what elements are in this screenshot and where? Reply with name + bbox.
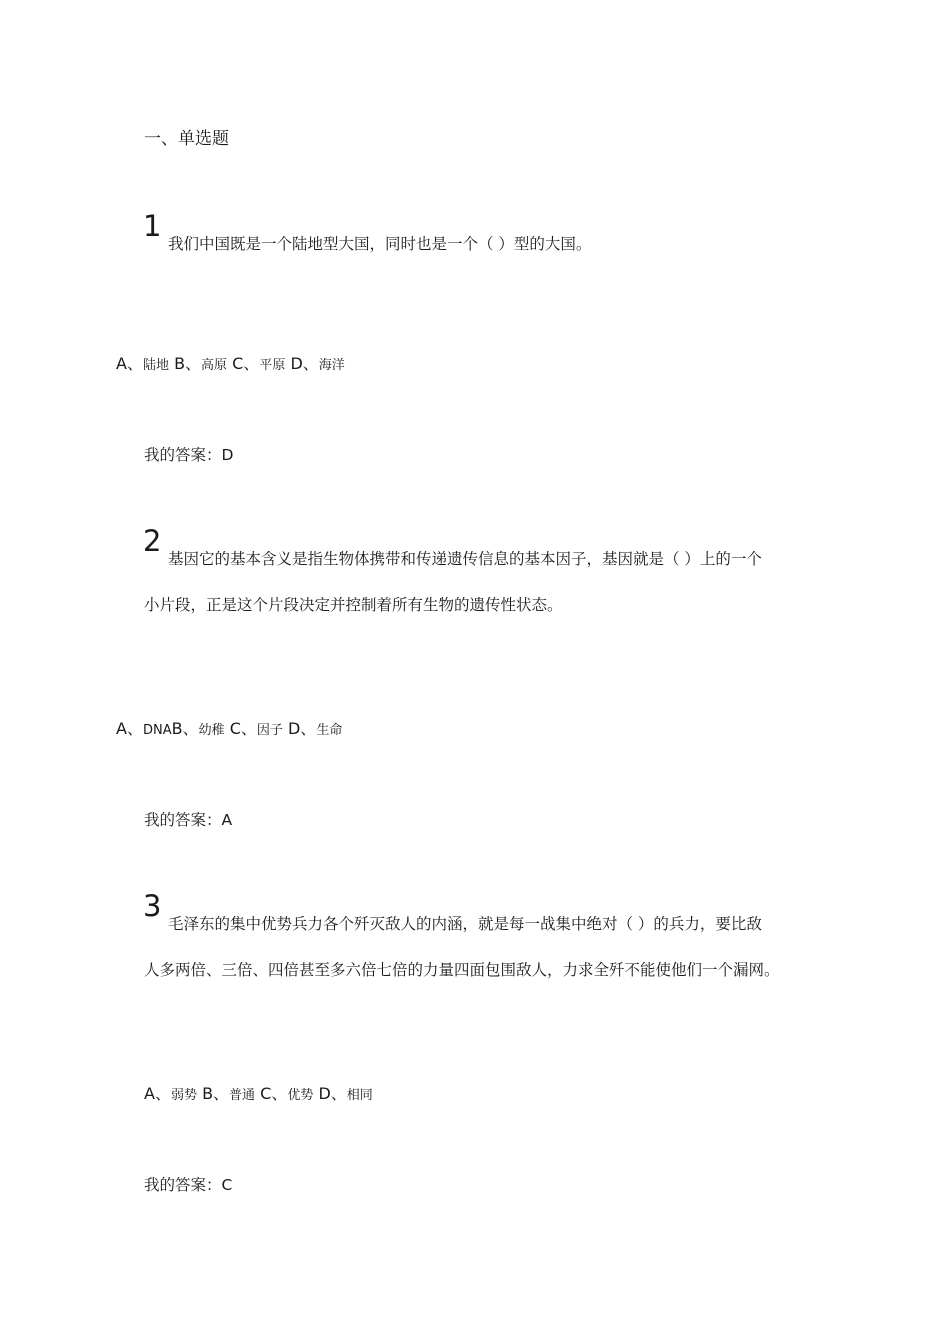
option-letter: B、: [202, 1084, 230, 1103]
option-text: 高原: [201, 358, 228, 373]
option-letter: D、: [318, 1084, 347, 1103]
options-row: [116, 716, 342, 739]
option-text: 相同: [346, 1088, 373, 1103]
question-text-line: 毛泽东的集中优势兵力各个歼灭敌人的内涵，就是每一战集中绝对（ ）的兵力，要比敌: [168, 915, 762, 933]
option-text: 优势: [287, 1088, 314, 1103]
option-text: 因子: [256, 723, 283, 738]
option-letter: B、: [174, 354, 202, 373]
option-text: 生命: [316, 723, 343, 738]
option-letter: A、: [144, 1084, 171, 1103]
answer-value: A: [221, 811, 233, 829]
option-letter: C、: [260, 1084, 288, 1103]
option-text: 平原: [259, 358, 286, 373]
answer-label: 我的答案：: [144, 811, 222, 829]
option-letter: A、: [116, 719, 143, 738]
answer-value: D: [221, 446, 234, 464]
my-answer: [144, 808, 232, 830]
option-letter: D、: [287, 719, 317, 738]
my-answer: [144, 443, 233, 465]
option-text: 弱势: [170, 1088, 197, 1103]
option-text: 幼稚: [198, 723, 225, 738]
question-text-line: 我们中国既是一个陆地型大国，同时也是一个（ ）型的大国。: [168, 235, 592, 253]
option-text: DNA: [142, 723, 172, 738]
question-text-line: 基因它的基本含义是指生物体携带和传递遗传信息的基本因子，基因就是（ ）上的一个: [168, 550, 762, 568]
section-title: 一、单选题: [144, 129, 229, 149]
option-text: 普通: [229, 1088, 256, 1103]
question-text-line: 小片段，正是这个片段决定并控制着所有生物的遗传性状态。: [144, 596, 563, 614]
answer-value: C: [221, 1176, 233, 1194]
question-number: 2: [143, 524, 162, 558]
options-row: [144, 1081, 373, 1104]
answer-label: 我的答案：: [144, 1176, 222, 1194]
option-letter: A、: [116, 354, 143, 373]
question-number: 1: [143, 209, 162, 243]
option-letter: C、: [232, 354, 260, 373]
option-letter: D、: [290, 354, 319, 373]
question-number: 3: [143, 889, 162, 923]
answer-label: 我的答案：: [144, 446, 222, 464]
option-text: 陆地: [142, 358, 169, 373]
options-row: [116, 351, 345, 374]
option-text: 海洋: [318, 358, 345, 373]
my-answer: [144, 1173, 232, 1195]
option-letter: C、: [229, 719, 257, 738]
question-text-line: 人多两倍、三倍、四倍甚至多六倍七倍的力量四面包围敌人，力求全歼不能使他们一个漏网。: [144, 961, 780, 979]
option-letter: B、: [171, 719, 199, 738]
